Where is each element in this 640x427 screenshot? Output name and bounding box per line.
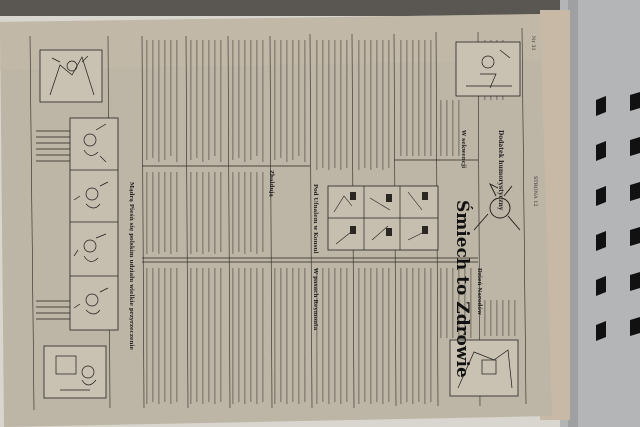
cartoon-top-right [456, 42, 520, 96]
cartoon-top-left [40, 50, 102, 102]
running-header-left: Nr 31 [530, 36, 536, 51]
section-subtitle: Dodatek humorystyczny [497, 130, 504, 211]
headline-4: Zbaldują [268, 170, 274, 197]
headline-5: Dzień Narodów [476, 268, 482, 315]
center-cartoon-grid [328, 186, 438, 250]
top-strip [0, 0, 560, 16]
headline-2: Pod Ufnalem w Konsul [312, 184, 318, 254]
headline-6: Mądrą Pieśń się polskim udziału wielkie przyrzeczenie [128, 182, 134, 351]
headline-3: W pasach Reymonta [312, 268, 318, 331]
headline-1: W sekwencji [460, 130, 466, 169]
section-title: Śmiech to Zdrowie [452, 200, 472, 378]
running-header-right: STRONA 12 [532, 176, 538, 207]
cartoon-bottom-left [44, 346, 106, 398]
comic-strip [70, 118, 118, 330]
